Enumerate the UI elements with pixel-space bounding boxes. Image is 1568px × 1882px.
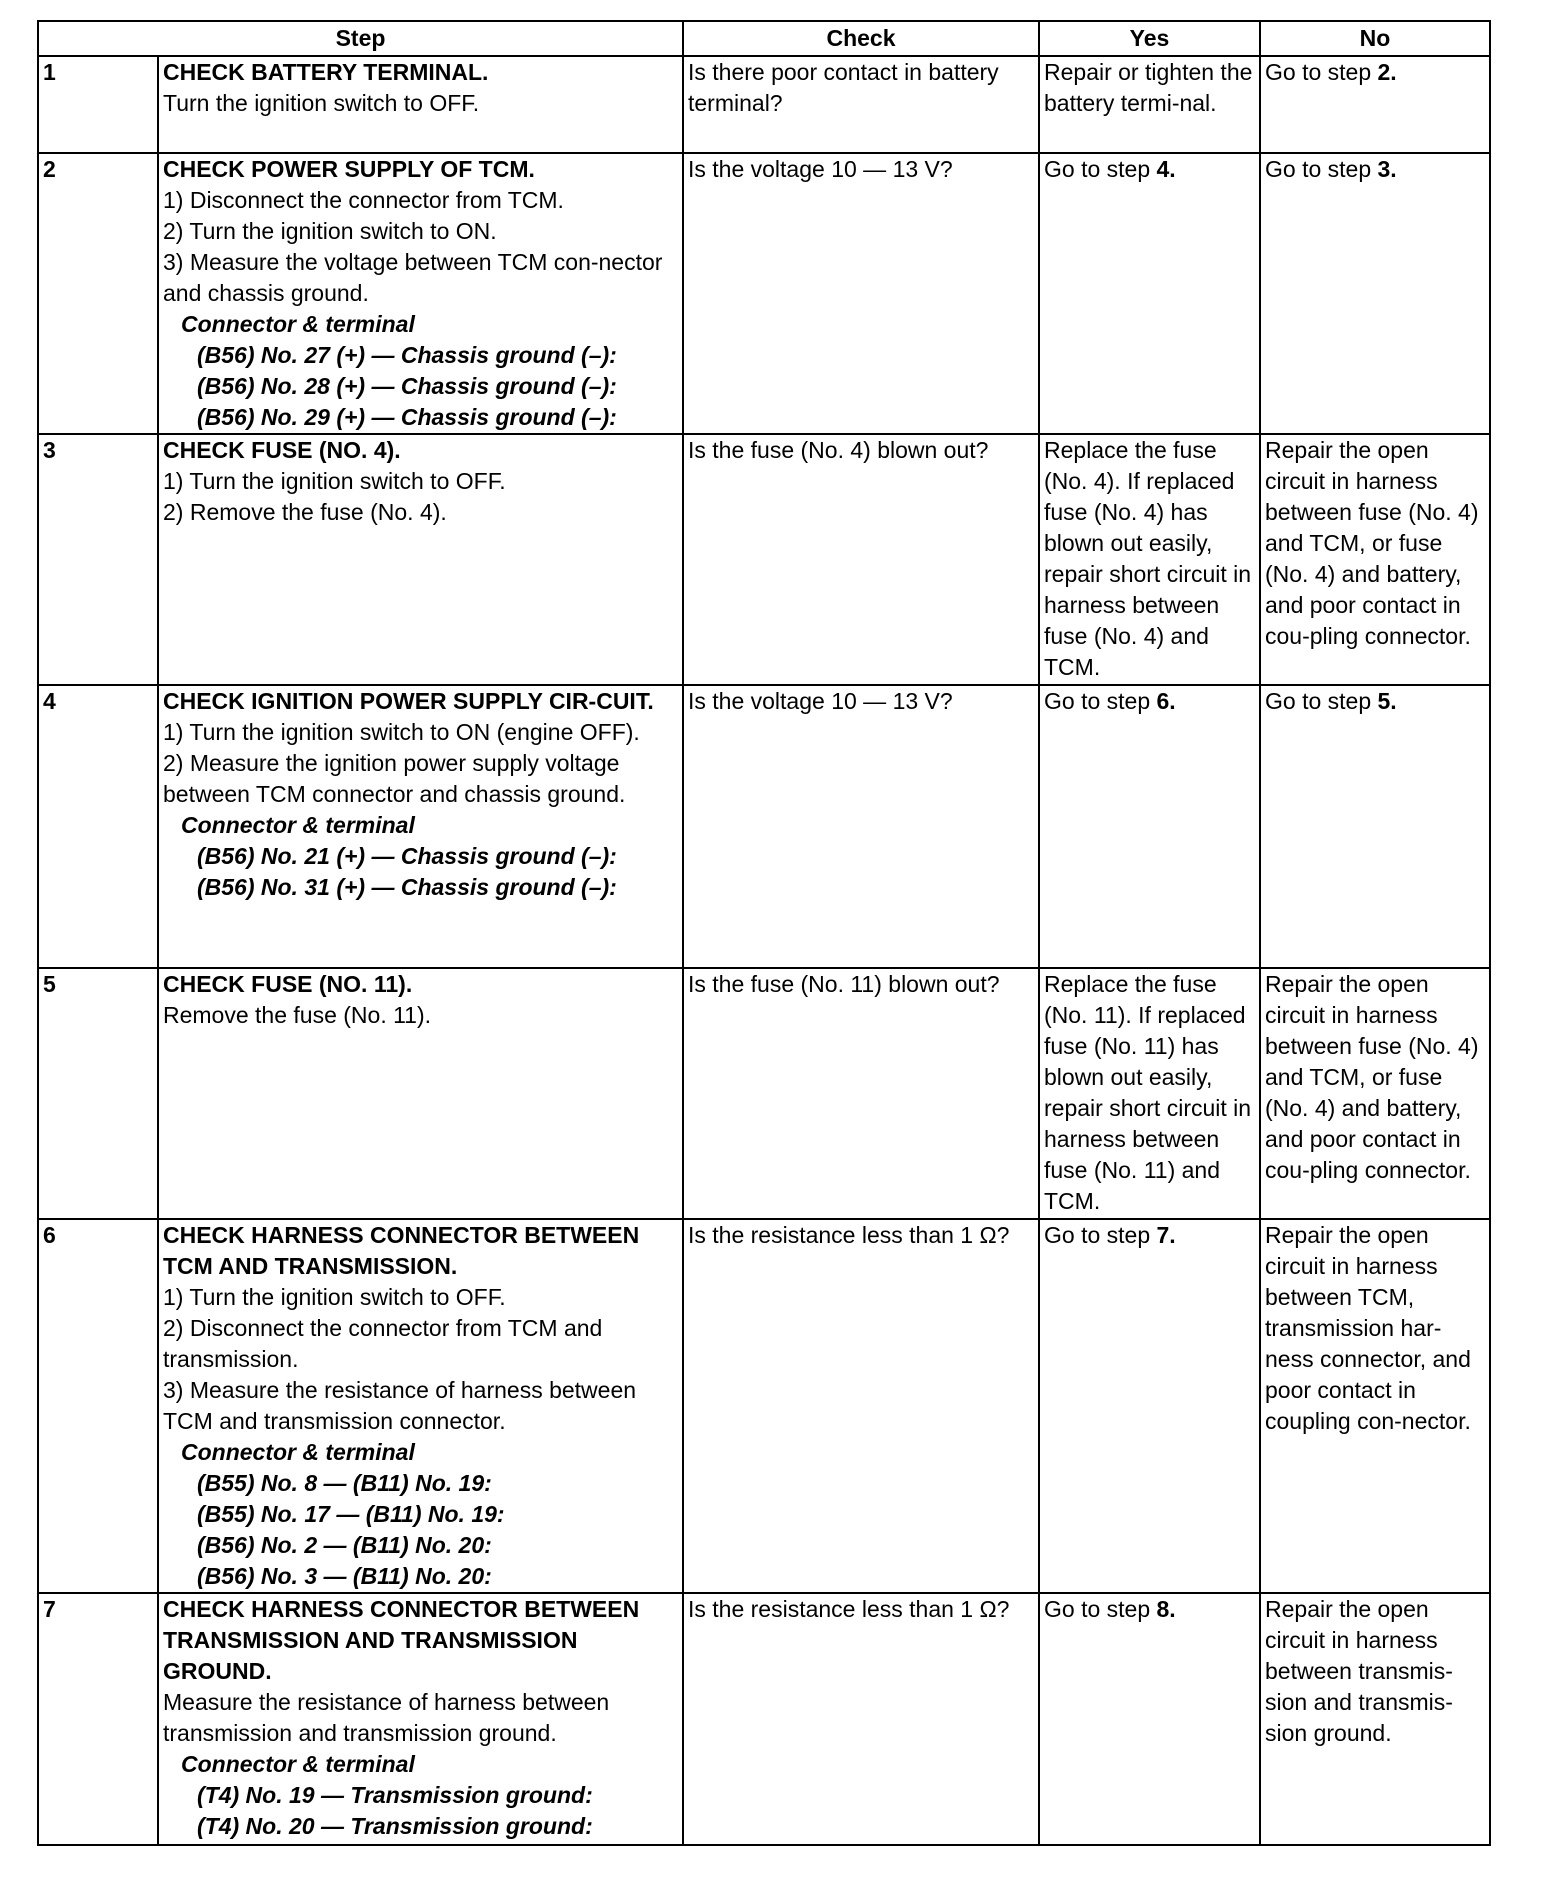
yes-cell [1039,1593,1260,1845]
step-line: 3) Measure the resistance of harness between TCM and transmission connector. [163,1377,637,1434]
step-number: 3 [38,434,158,685]
header-row [38,21,1490,56]
no-cell: Repair the open circuit in harness between fuse (No. 4) and TCM, or fuse (No. 4) and battery, and poor contact in cou-pling connector. [1260,434,1490,685]
no-cell: Repair the open circuit in harness between transmis-sion and transmis-sion ground. [1260,1593,1490,1845]
step-cell [158,1219,683,1593]
connector-terminal-spec: (B56) No. 28 (+) — Chassis ground (–): [197,373,617,399]
step-line: 2) Disconnect the connector from TCM and transmission. [163,1315,603,1372]
yes-step-ref: 6. [1156,688,1176,714]
step-cell [158,1593,683,1845]
step-number: 4 [38,685,158,968]
no-cell [1260,685,1490,968]
step-line: Turn the ignition switch to OFF. [163,90,480,116]
header-check: Check [683,21,1039,56]
table-row [38,968,1490,1219]
connector-terminal-spec: (B56) No. 29 (+) — Chassis ground (–): [197,404,617,430]
table-row [38,1593,1490,1845]
step-cell [158,434,683,685]
header-step: Step [38,21,683,56]
step-line: 1) Turn the ignition switch to ON (engine OFF). [163,719,640,745]
yes-step-ref: 8. [1156,1596,1176,1622]
connector-terminal-spec: (B56) No. 3 — (B11) No. 20: [197,1563,492,1589]
yes-cell: Replace the fuse (No. 4). If replaced fuse (No. 4) has blown out easily, repair short circuit in harness between fuse (No. 4) and TCM. [1039,434,1260,685]
step-line: 2) Remove the fuse (No. 4). [163,499,447,525]
connector-terminal-spec: (T4) No. 19 — Transmission ground: [197,1782,593,1808]
yes-step-ref: 4. [1156,156,1176,182]
check-cell: Is the voltage 10 — 13 V? [683,153,1039,434]
yes-cell [1039,685,1260,968]
step-line: 1) Turn the ignition switch to OFF. [163,1284,506,1310]
connector-terminal-spec: (B56) No. 31 (+) — Chassis ground (–): [197,874,617,900]
step-title: CHECK POWER SUPPLY OF TCM. [163,156,535,182]
step-line: 1) Turn the ignition switch to OFF. [163,468,506,494]
no-cell [1260,56,1490,153]
step-title: CHECK FUSE (NO. 11). [163,971,413,997]
table-row [38,1219,1490,1593]
step-title: CHECK FUSE (NO. 4). [163,437,401,463]
step-number: 2 [38,153,158,434]
no-text: Go to step [1265,59,1378,85]
step-number: 6 [38,1219,158,1593]
step-number: 7 [38,1593,158,1845]
step-line: 2) Turn the ignition switch to ON. [163,218,497,244]
check-cell: Is there poor contact in battery terminal? [683,56,1039,153]
step-cell [158,685,683,968]
yes-text: Go to step [1044,688,1157,714]
no-cell: Repair the open circuit in harness between TCM, transmission har-ness connector, and poor contact in coupling con-nector. [1260,1219,1490,1593]
yes-step-ref: 7. [1156,1222,1176,1248]
step-cell [158,56,683,153]
connector-terminal-spec: (B55) No. 17 — (B11) No. 19: [197,1501,505,1527]
yes-cell [1039,1219,1260,1593]
no-text: Go to step [1265,156,1378,182]
connector-terminal-label: Connector & terminal [181,812,415,838]
check-cell: Is the resistance less than 1 Ω? [683,1219,1039,1593]
check-cell: Is the fuse (No. 4) blown out? [683,434,1039,685]
table-row [38,434,1490,685]
yes-text: Go to step [1044,1222,1157,1248]
table-row [38,56,1490,153]
yes-text: Go to step [1044,1596,1157,1622]
connector-terminal-spec: (B56) No. 21 (+) — Chassis ground (–): [197,843,617,869]
step-line: Remove the fuse (No. 11). [163,1002,432,1028]
table-row [38,153,1490,434]
connector-terminal-label: Connector & terminal [181,1439,415,1465]
header-no: No [1260,21,1490,56]
no-cell: Repair the open circuit in harness between fuse (No. 4) and TCM, or fuse (No. 4) and battery, and poor contact in cou-pling connector. [1260,968,1490,1219]
step-line: 1) Disconnect the connector from TCM. [163,187,564,213]
connector-terminal-spec: (T4) No. 20 — Transmission ground: [197,1813,593,1839]
yes-text: Go to step [1044,156,1157,182]
step-line: 3) Measure the voltage between TCM con-nector and chassis ground. [163,249,663,306]
diagnostic-page [37,20,1489,1846]
step-title: CHECK IGNITION POWER SUPPLY CIR-CUIT. [163,688,654,714]
table-row [38,685,1490,968]
step-title: CHECK BATTERY TERMINAL. [163,59,489,85]
header-yes: Yes [1039,21,1260,56]
connector-terminal-spec: (B56) No. 27 (+) — Chassis ground (–): [197,342,617,368]
check-cell: Is the voltage 10 — 13 V? [683,685,1039,968]
step-cell [158,153,683,434]
no-step-ref: 3. [1377,156,1397,182]
step-cell [158,968,683,1219]
yes-cell: Replace the fuse (No. 11). If replaced fuse (No. 11) has blown out easily, repair short circuit in harness between fuse (No. 11) and TCM. [1039,968,1260,1219]
connector-terminal-label: Connector & terminal [181,1751,415,1777]
step-line: Measure the resistance of harness between transmission and transmission ground. [163,1689,610,1746]
check-cell: Is the resistance less than 1 Ω? [683,1593,1039,1845]
no-cell [1260,153,1490,434]
step-title: CHECK HARNESS CONNECTOR BETWEEN TCM AND TRANSMISSION. [163,1222,640,1279]
step-title: CHECK HARNESS CONNECTOR BETWEEN TRANSMISSION AND TRANSMISSION GROUND. [163,1596,640,1684]
step-line: 2) Measure the ignition power supply voltage between TCM connector and chassis ground. [163,750,626,807]
connector-terminal-spec: (B56) No. 2 — (B11) No. 20: [197,1532,492,1558]
check-cell: Is the fuse (No. 11) blown out? [683,968,1039,1219]
no-step-ref: 5. [1377,688,1397,714]
step-number: 5 [38,968,158,1219]
yes-cell: Repair or tighten the battery termi-nal. [1039,56,1260,153]
step-number: 1 [38,56,158,153]
diagnostic-table [37,20,1491,1846]
no-step-ref: 2. [1377,59,1397,85]
connector-terminal-spec: (B55) No. 8 — (B11) No. 19: [197,1470,492,1496]
connector-terminal-label: Connector & terminal [181,311,415,337]
yes-cell [1039,153,1260,434]
no-text: Go to step [1265,688,1378,714]
